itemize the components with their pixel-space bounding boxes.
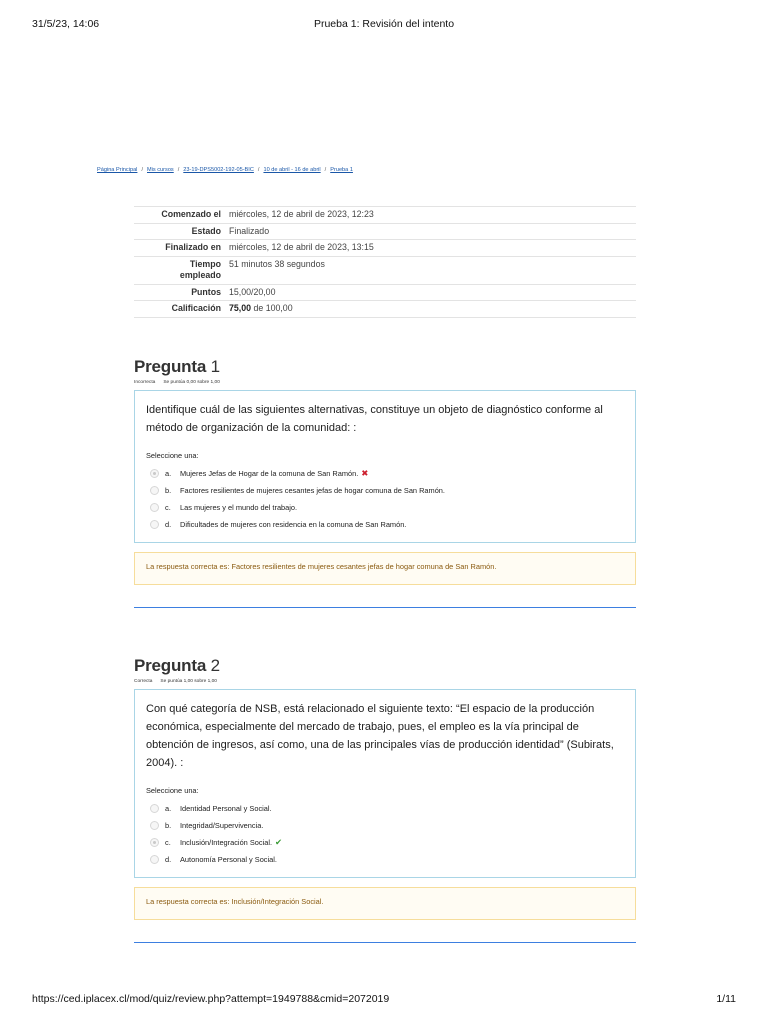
correct-answer-feedback: La respuesta correcta es: Factores resilientes de mujeres cesantes jefas de hogar comuna de San Ramón. [134, 552, 636, 585]
summary-label: Calificación [134, 301, 225, 318]
breadcrumb-home-link[interactable]: Página Principal [97, 167, 138, 173]
answer-options [146, 800, 624, 868]
radio-button[interactable] [150, 804, 159, 813]
summary-row-state [134, 223, 636, 240]
answer-option[interactable] [146, 851, 624, 868]
option-letter: d. [165, 520, 172, 529]
option-letter: b. [165, 821, 172, 830]
breadcrumb-quiz-link[interactable]: Prueba 1 [330, 167, 353, 173]
question-text: Identifique cuál de las siguientes alternativas, constituye un objeto de diagnóstico conforme al método de organización de la comunidad: : [146, 404, 603, 434]
check-icon: ✔ [275, 837, 283, 847]
radio-button[interactable] [150, 821, 159, 830]
print-page-number: 1/11 [716, 993, 736, 1005]
print-url: https://ced.iplacex.cl/mod/quiz/review.php?attempt=1949788&cmid=2072019 [32, 993, 390, 1005]
answer-option[interactable] [146, 499, 624, 516]
summary-value: 15,00/20,00 [225, 284, 636, 301]
answer-option[interactable] [146, 465, 624, 482]
summary-value [225, 301, 636, 318]
breadcrumb-separator: / [257, 167, 260, 173]
summary-value: 51 minutos 38 segundos [225, 256, 636, 284]
question-meta [134, 380, 636, 385]
summary-label [134, 256, 225, 284]
radio-button[interactable] [150, 520, 159, 529]
attempt-summary-table [134, 206, 636, 318]
option-text: Identidad Personal y Social. [180, 804, 272, 813]
radio-button[interactable] [150, 503, 159, 512]
option-text: Dificultades de mujeres con residencia en la comuna de San Ramón. [180, 520, 407, 529]
breadcrumb [97, 167, 353, 173]
option-text: Factores resilientes de mujeres cesantes jefas de hogar comuna de San Ramón. [180, 486, 445, 495]
question-2 [134, 656, 636, 943]
breadcrumb-separator: / [141, 167, 143, 173]
summary-row-finished [134, 240, 636, 257]
radio-button[interactable] [150, 486, 159, 495]
question-number: 1 [210, 357, 220, 376]
print-title: Prueba 1: Revisión del intento [313, 18, 455, 30]
question-title-word: Pregunta [134, 656, 207, 675]
print-header [32, 18, 736, 32]
option-letter: b. [165, 486, 172, 495]
question-box [134, 689, 636, 878]
question-divider [134, 942, 636, 943]
summary-label: Comenzado el [134, 207, 225, 224]
option-text: Integridad/Supervivencia. [180, 821, 264, 830]
summary-value: Finalizado [225, 223, 636, 240]
option-text: Mujeres Jefas de Hogar de la comuna de San Ramón. [180, 469, 359, 478]
option-text: Inclusión/Integración Social. [180, 838, 273, 847]
radio-button[interactable] [150, 855, 159, 864]
summary-value: miércoles, 12 de abril de 2023, 12:23 [225, 207, 636, 224]
question-status: Correcta [134, 679, 153, 684]
question-status: Incorrecta [134, 380, 156, 385]
print-footer [32, 993, 736, 1007]
summary-label: Puntos [134, 284, 225, 301]
breadcrumb-separator: / [324, 167, 327, 173]
radio-button-selected[interactable] [150, 838, 159, 847]
answer-options [146, 465, 624, 533]
answer-option[interactable] [146, 516, 624, 533]
correct-answer-feedback: La respuesta correcta es: Inclusión/Integración Social. [134, 887, 636, 920]
print-date: 31/5/23, 14:06 [32, 18, 100, 30]
summary-row-points [134, 284, 636, 301]
summary-row-started [134, 207, 636, 224]
question-score: Se puntúa 1,00 sobre 1,00 [160, 679, 217, 684]
breadcrumb-course-link[interactable]: 23-19-DPS5002-192-05-BIC [183, 167, 254, 173]
grade-value: 75,00 [229, 303, 252, 313]
select-one-label: Seleccione una: [146, 786, 199, 795]
question-title [134, 656, 636, 676]
summary-value: miércoles, 12 de abril de 2023, 13:15 [225, 240, 636, 257]
option-letter: d. [165, 855, 172, 864]
question-meta [134, 679, 636, 684]
option-letter: c. [165, 503, 171, 512]
select-one-label: Seleccione una: [146, 451, 199, 460]
summary-label-line: empleado [179, 270, 221, 280]
option-letter: c. [165, 838, 171, 847]
question-divider [134, 607, 636, 608]
option-letter: a. [165, 804, 172, 813]
option-text: Autonomía Personal y Social. [180, 855, 277, 864]
question-score: Se puntúa 0,00 sobre 1,00 [163, 380, 220, 385]
summary-row-time [134, 256, 636, 284]
question-1 [134, 357, 636, 608]
option-text: Las mujeres y el mundo del trabajo. [180, 503, 298, 512]
answer-option[interactable] [146, 800, 624, 817]
option-letter: a. [165, 469, 172, 478]
question-text: Con qué categoría de NSB, está relacionado el siguiente texto: “El espacio de la producción económica, especialmente del mercado de trabajo, pues, el empleo es la vía principal de obtención de ingresos, así como, una de las principales vías de producción identidad” (Subirats, 2004). : [146, 703, 614, 769]
breadcrumb-week-link[interactable]: 10 de abril - 16 de abril [263, 167, 321, 173]
summary-label: Estado [134, 223, 225, 240]
answer-option[interactable] [146, 834, 624, 851]
question-title-word: Pregunta [134, 357, 207, 376]
summary-label-line: Tiempo [189, 258, 221, 269]
question-box [134, 390, 636, 543]
question-title [134, 357, 636, 377]
breadcrumb-my-courses-link[interactable]: Mis cursos [147, 167, 174, 173]
answer-option[interactable] [146, 817, 624, 834]
radio-button-selected[interactable] [150, 469, 159, 478]
cross-icon: ✖ [361, 468, 369, 478]
breadcrumb-separator: / [177, 167, 180, 173]
grade-total: de 100,00 [251, 303, 293, 313]
summary-row-grade [134, 301, 636, 318]
summary-label: Finalizado en [134, 240, 225, 257]
answer-option[interactable] [146, 482, 624, 499]
question-number: 2 [210, 656, 220, 675]
